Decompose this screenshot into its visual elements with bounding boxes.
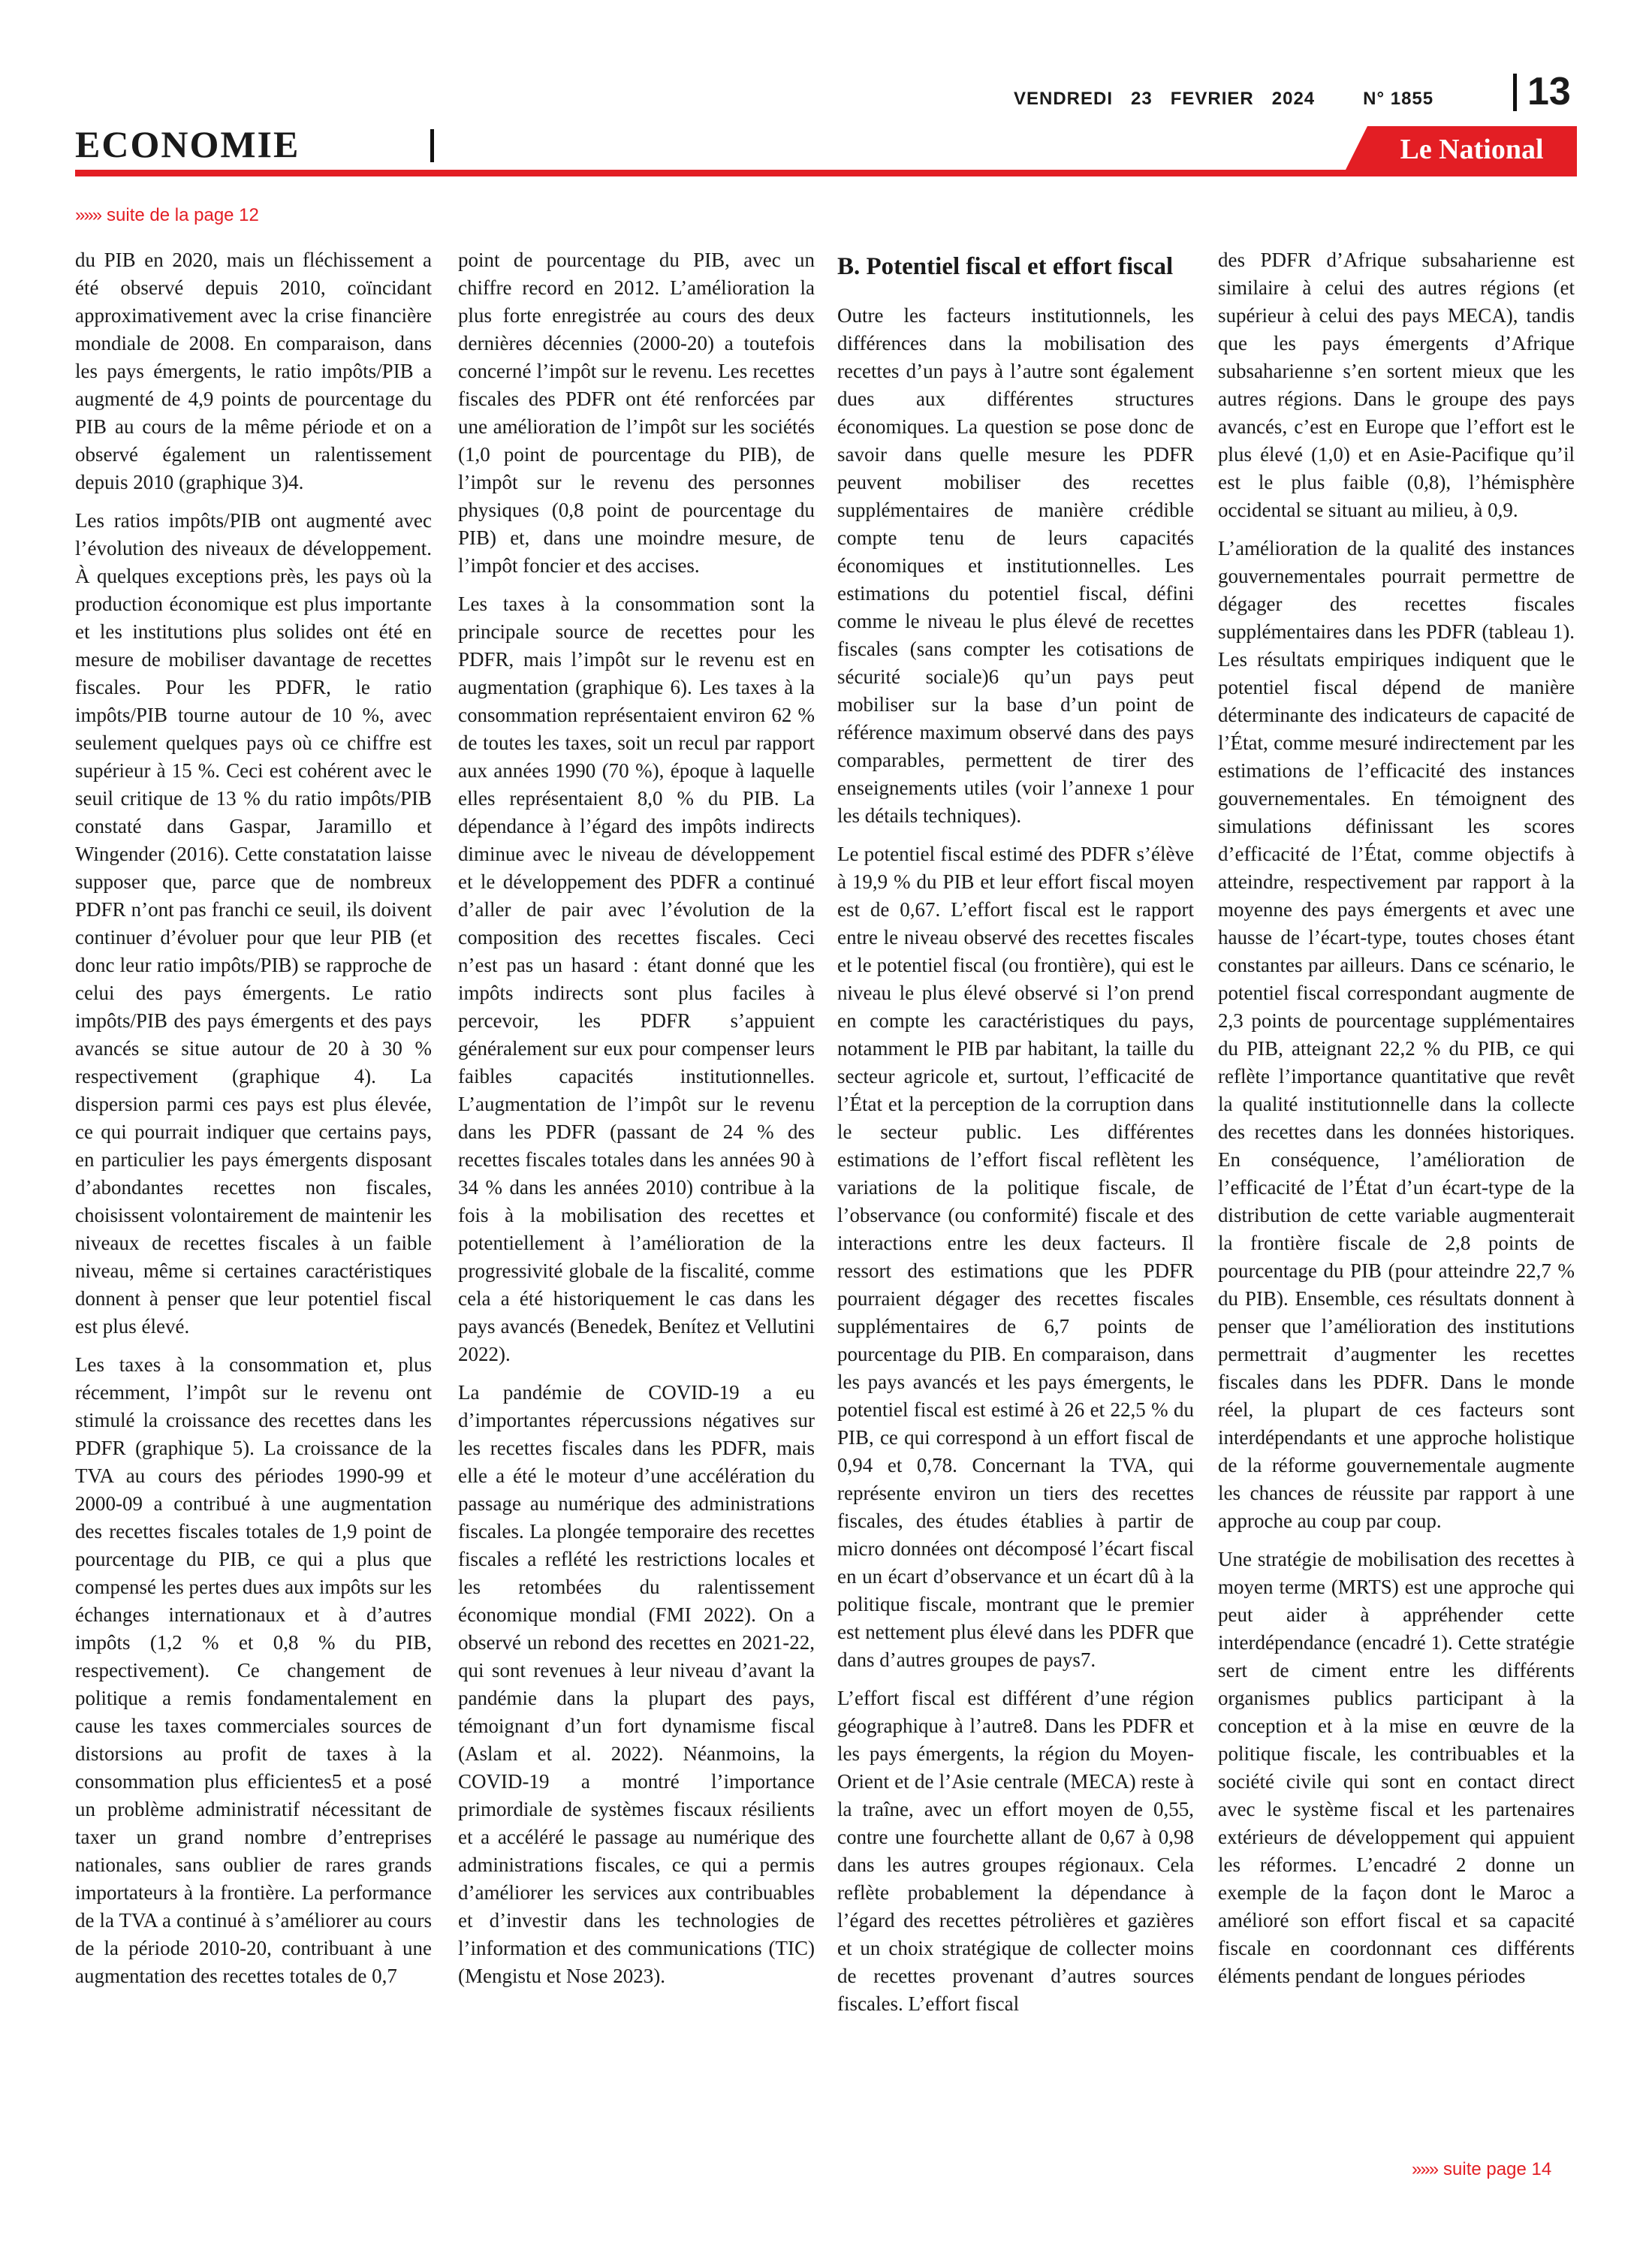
date-line: [1014, 84, 1494, 114]
paragraph: Outre les facteurs institutionnels, les différences dans la mobilisation des recettes d’un pays à l’autre sont également dues aux différentes structures économiques. La question se pose donc de savoir dans quelle mesure les PDFR peuvent mobiliser des recettes supplémentaires de manière crédible compte tenu de leurs capacités économiques et institutionnelles. Les estimations du potentiel fiscal, défini comme le niveau le plus élevé de recettes fiscales (sans compter les cotisations de sécurité sociale)6 qu’un pays peut mobiliser sur la base d’un point de référence maximum observé dans des pays comparables, permettent de tirer des enseignements utiles (voir l’annexe 1 pour les détails techniques).: [837, 304, 1194, 827]
article-column-2: [458, 246, 815, 2001]
page-number: 13: [1527, 70, 1571, 113]
paragraph: Les taxes à la consommation sont la principale source de recettes pour les PDFR, mais l’impôt sur le revenu est en augmentation (graphique 6). Les taxes à la consommation représentaient environ 62 % de toutes les taxes, soit un recul par rapport aux années 1990 (70 %), époque à laquelle elles représentaient 8,0 % du PIB. La dépendance à l’égard des impôts indirects diminue avec le niveau de développement et le développement des PDFR a continué d’aller de pair avec l’évolution de la composition des recettes fiscales. Ceci n’est pas un hasard : étant donné que les impôts indirects sont plus faciles à percevoir, les PDFR s’appuient généralement sur eux pour compenser leurs faibles capacités institutionnelles. L’augmentation de l’impôt sur le revenu dans les PDFR (passant de 24 % des recettes fiscales totales dans les années 90 à 34 % dans les années 2010) contribue à la fois à la mobilisation des recettes et potentiellement à l’amélioration de la progressivité globale de la fiscalité, comme cela a été historiquement le cas dans les pays avancés (Benedek, Benítez et Vellutini 2022).: [458, 593, 815, 1365]
article-column-4: [1218, 246, 1575, 2001]
continued-to-link[interactable]: [1412, 2158, 1551, 2181]
brand-logo: Le National: [1400, 134, 1544, 165]
arrow-icon: »»»: [1412, 2159, 1438, 2179]
page-number-divider: [1513, 74, 1517, 111]
date-number: 23: [1131, 89, 1153, 109]
paragraph: La pandémie de COVID-19 a eu d’importantes répercussions négatives sur les recettes fiscales dans les PDFR, mais elle a été le moteur d’une accélération du passage au numérique des administrations fiscales. La plongée temporaire des recettes fiscales a reflété les restrictions locales et les retombées du ralentissement économique mondial (FMI 2022). On a observé un rebond des recettes en 2021-22, qui sont revenues à leur niveau d’avant la pandémie dans la plupart des pays, témoignant d’un fort dynamisme fiscal (Aslam et al. 2022). Néanmoins, la COVID-19 a montré l’importance primordiale de systèmes fiscaux résilients et a accéléré le passage au numérique des administrations fiscales, ce qui a permis d’améliorer les services aux contribuables et d’investir dans les technologies de l’information et des communications (TIC) (Mengistu et Nose 2023).: [458, 1381, 815, 1987]
paragraph: des PDFR d’Afrique subsaharienne est similaire à celui des autres régions (et supérieur à celui des pays MECA), tandis que les pays émergents d’Afrique subsaharienne s’en sortent mieux que les autres régions. Dans le groupe des pays avancés, c’est en Europe que l’effort est le plus élevé (1,0) et en Asie-Pacifique qu’il est le plus faible (0,8), l’hémisphère occidental se situant au milieu, à 0,9.: [1218, 249, 1575, 521]
arrow-icon: »»»: [75, 205, 101, 225]
paragraph: L’amélioration de la qualité des instances gouvernementales pourrait permettre de dégager des recettes fiscales supplémentaires dans les PDFR (tableau 1). Les résultats empiriques indiquent que le potentiel fiscal dépend de manière déterminante des indicateurs de capacité de l’État, comme mesuré indirectement par les estimations de l’efficacité des instances gouvernementales. En témoignent des simulations définissant les scores d’efficacité de l’État, comme objectifs à atteindre, respectivement par rapport à la moyenne des pays émergents et avec une hausse de l’écart-type, toutes choses étant constantes par ailleurs. Dans ce scénario, le potentiel fiscal correspondant augmente de 2,3 points de pourcentage supplémentaires du PIB, atteignant 22,2 % du PIB, ce qui reflète l’importance quantitative que revêt la qualité institutionnelle dans la collecte des recettes dans les données historiques. En conséquence, l’amélioration de l’efficacité de l’État d’un écart-type de la distribution de cette variable augmenterait la frontière fiscale de 2,8 points de pourcentage du PIB (pour atteindre 22,7 % du PIB). Ensemble, ces résultats donnent à penser que l’amélioration des institutions permettrait d’augmenter les recettes fiscales dans les PDFR. Dans le monde réel, la plupart de ces facteurs sont interdépendants et une approche holistique de la réforme gouvernementale augmente les chances de réussite par rapport à une approche au coup par coup.: [1218, 537, 1575, 1532]
paragraph: Une stratégie de mobilisation des recettes à moyen terme (MRTS) est une approche qui peut aider à appréhender cette interdépendance (encadré 1). Cette stratégie sert de ciment entre les différents organismes publics participant à la conception et à la mise en œuvre de la politique fiscale, les contribuables et la société civile qui sont en contact direct avec le système fiscal et les partenaires extérieurs de développement qui appuient les réformes. L’encadré 2 donne un exemple de la façon dont le Maroc a amélioré son effort fiscal et sa capacité fiscale en coordonnant ces différents éléments pendant de longues périodes: [1218, 1548, 1575, 1987]
paragraph: Les taxes à la consommation et, plus récemment, l’impôt sur le revenu ont stimulé la croissance des recettes dans les PDFR (graphique 5). La croissance de la TVA au cours des périodes 1990-99 et 2000-09 a contribué à une augmentation des recettes fiscales totales de 1,9 point de pourcentage du PIB, ce qui a plus que compensé les pertes dues aux impôts sur les échanges internationaux et à d’autres impôts (1,2 % et 0,8 % du PIB, respectivement). Ce changement de politique a remis fondamentalement en cause les taxes commerciales sources de distorsions au profit de taxes à la consommation plus efficientes5 et a posé un problème administratif nécessitant de taxer un grand nombre d’entreprises nationales, sans oublier de rares grands importateurs à la frontière. La performance de la TVA a continué à s’améliorer au cours de la période 2010-20, contribuant à une augmentation des recettes totales de 0,7: [75, 1353, 432, 1987]
paragraph: Les ratios impôts/PIB ont augmenté avec l’évolution des niveaux de développement. À quelques exceptions près, les pays où la production économique est plus importante et les institutions plus solides ont été en mesure de mobiliser davantage de recettes fiscales. Pour les PDFR, le ratio impôts/PIB tourne autour de 10 %, avec seulement quelques pays où ce chiffre est supérieur à 15 %. Ceci est cohérent avec le seuil critique de 13 % du ratio impôts/PIB constaté dans Gaspar, Jaramillo et Wingender (2016). Cette constatation laisse supposer que, parce que de nombreux PDFR n’ont pas franchi ce seuil, ils doivent continuer d’évoluer pour que leur PIB (et donc leur ratio impôts/PIB) se rapproche de celui des pays émergents. Le ratio impôts/PIB des pays émergents et des pays avancés se situe autour de 20 à 30 % respectivement (graphique 4). La dispersion parmi ces pays est plus élevée, ce qui pourrait indiquer que certains pays, en particulier les pays émergents disposant d’abondantes recettes non fiscales, choisissent volontairement de maintenir les niveaux de recettes fiscales à un faible niveau, même si certaines caractéristiques donnent à penser que leur potentiel fiscal est plus élevé.: [75, 509, 432, 1338]
date-month: FEVRIER: [1170, 89, 1254, 109]
paragraph: L’effort fiscal est différent d’une région géographique à l’autre8. Dans les PDFR et les pays émergents, la région du Moyen-Orient et de l’Asie centrale (MECA) reste à la traîne, avec un effort moyen de 0,55, contre une fourchette allant de 0,67 à 0,98 dans les autres groupes régionaux. Cela reflète probablement la dépendance à l’égard des recettes pétrolières et gazières et un choix stratégique de collecter moins de recettes provenant d’autres sources fiscales. L’effort fiscal: [837, 1687, 1194, 2015]
subsection-heading: B. Potentiel fiscal et effort fiscal: [837, 253, 1174, 280]
article-column-3: [837, 246, 1194, 2028]
continued-to-label: suite page 14: [1443, 2159, 1552, 2179]
paragraph: point de pourcentage du PIB, avec un chiffre record en 2012. L’amélioration la plus forte enregistrée au cours des deux dernières décennies (2000-20) a toutefois concerné l’impôt sur le revenu. Les recettes fiscales des PDFR ont été renforcées par une amélioration de l’impôt sur les sociétés (1,0 point de pourcentage du PIB), de l’impôt sur le revenu des personnes physiques (0,8 point de pourcentage du PIB) et, dans une moindre mesure, de l’impôt foncier et des accises.: [458, 249, 815, 577]
section-divider: [430, 129, 434, 162]
date-year: 2024: [1271, 89, 1316, 109]
continued-from-label: suite de la page 12: [107, 205, 259, 225]
date-day: VENDREDI: [1014, 89, 1114, 109]
section-title: ECONOMIE: [75, 123, 300, 165]
paragraph: du PIB en 2020, mais un fléchissement a été observé depuis 2010, coïncidant approximativement avec la crise financière mondiale de 2008. En comparaison, dans les pays émergents, le ratio impôts/PIB a augmenté de 4,9 points de pourcentage du PIB au cours de la même période et on a observé également un ralentissement depuis 2010 (graphique 3)4.: [75, 249, 432, 493]
continued-from-link[interactable]: [75, 204, 259, 227]
issue-number: N° 1855: [1363, 89, 1434, 109]
paragraph: Le potentiel fiscal estimé des PDFR s’élève à 19,9 % du PIB et leur effort fiscal moyen est de 0,67. L’effort fiscal est le rapport entre le niveau observé des recettes fiscales et le potentiel fiscal (ou frontière), qui est le niveau le plus élevé observé si l’on prend en compte les caractéristiques du pays, notamment le PIB par habitant, la taille du secteur agricole et, surtout, l’efficacité de l’État et la perception de la corruption dans le secteur public. Les différentes estimations de l’effort fiscal reflètent les variations de la politique fiscale, de l’observance (ou conformité) fiscale et des interactions entre les deux facteurs. Il ressort des estimations que les PDFR pourraient dégager des recettes fiscales supplémentaires de 6,7 points de pourcentage du PIB. En comparaison, dans les pays avancés et les pays émergents, le potentiel fiscal est estimé à 26 et 22,5 % du PIB, ce qui correspond à un effort fiscal de 0,94 et 0,78. Concernant la TVA, qui représente environ un tiers des recettes fiscales, des études établies à partir de micro données ont décomposé l’écart fiscal en un écart d’observance et un écart dû à la politique fiscale, montrant que le premier est nettement plus élevé dans les PDFR que dans d’autres groupes de pays7.: [837, 843, 1194, 1671]
article-column-1: [75, 246, 432, 2001]
header-rule: [75, 170, 1577, 176]
